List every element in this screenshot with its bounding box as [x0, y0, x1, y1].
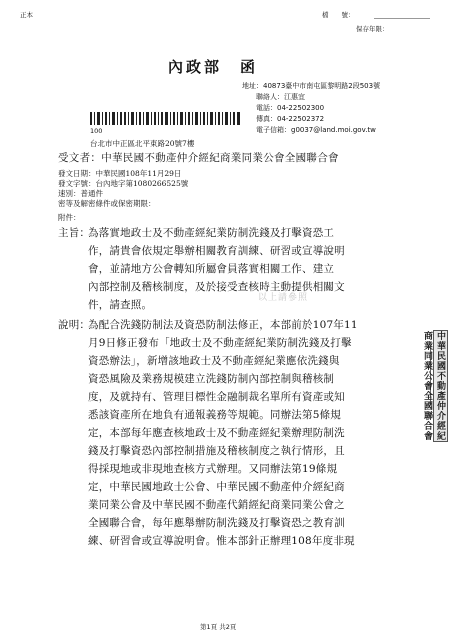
subject-line: 為落實地政士及不動產經紀業防制洗錢及打擊資恐工: [88, 227, 335, 239]
explanation-line: 定，中華民國地政士公會、中華民國不動產仲介經紀商: [88, 481, 345, 493]
barcode: [90, 112, 240, 125]
explanation-line: 全國聯合會，每年應舉辦防制洗錢及打擊資恐之教育訓: [88, 517, 345, 529]
meta-speed: 速別：普通件: [58, 189, 103, 198]
subject-body: [88, 224, 418, 314]
contact-block: [242, 81, 380, 136]
meta-number: 發文字號：台內地字第1080266525號: [58, 179, 189, 188]
contact-fax: 傳真：04-22502372: [256, 115, 325, 123]
page-title: 內政部 函: [168, 58, 259, 76]
explanation-line: 月9日修正發布「地政士及不動產經紀業防制洗錢及打擊: [88, 337, 352, 349]
explanation-line: 悉該資產所在地負有通報義務等規範。同辦法第5條規: [88, 409, 341, 421]
meta-secrecy: 密等及解密條件或保密期限：: [58, 199, 156, 208]
explanation-label: 說明：: [58, 319, 91, 331]
explanation-line: 練、研習會或宣導說明會。惟本部針正辦理108年度非現: [88, 535, 355, 547]
contact-phone: 電話：04-22502300: [256, 104, 325, 112]
explanation-body: [88, 316, 420, 550]
recipient-address: 台北市中正區北平東路20號7樓: [90, 139, 195, 148]
subject-line: 作，請貴會依規定舉辦相關教育訓練、研習或宣導說明: [88, 245, 345, 257]
contact-address: 地址：40873臺中市南屯區黎明路2段503號: [242, 82, 381, 90]
barcode-number: 100: [90, 127, 103, 135]
recipient: 受文者：中華民國不動產仲介經紀商業同業公會全國聯合會: [58, 152, 339, 164]
page-footer: 第1頁 共2頁: [200, 623, 237, 631]
explanation-line: 定，本部每年應查核地政士及不動產經紀業辦理防制洗: [88, 427, 345, 439]
explanation-line: 得採現地或非現地查核方式辦理。又同辦法第19條規: [88, 463, 338, 475]
subject-line: 件，請查照。: [88, 299, 153, 311]
meta-block: [58, 169, 188, 209]
explanation-line: 資恐風險及業務規模建立洗錢防制內部控制與稽核制: [88, 373, 335, 385]
meta-date: 發文日期：中華民國108年11月29日: [58, 169, 182, 178]
side-stamp: 中華民國不動產仲介經紀商業同業公會全國聯合會: [433, 330, 448, 442]
explanation-line: 為配合洗錢防制法及資恐防制法修正，本部前於107年11: [88, 319, 358, 331]
watermark: 以上請參照: [258, 293, 309, 303]
file-number-label: 檔 號：: [322, 11, 355, 19]
explanation-line: 度，及就持有、管理目標性金融制裁名單所有資產或知: [88, 391, 345, 403]
contact-person: 聯絡人：江惠宜: [256, 93, 305, 101]
retention-label: 保存年限：: [356, 25, 389, 33]
explanation-line: 資恐辦法」，新增該地政士及不動產經紀業應依洗錢與: [88, 355, 340, 367]
file-number-underline: [374, 10, 430, 21]
meta-attachment: 附件：: [58, 213, 81, 222]
explanation-line: 業同業公會及中華民國不動產代銷經紀商業同業公會之: [88, 499, 345, 511]
explanation-line: 錢及打擊資恐內部控制措施及稽核制度之執行情形，且: [88, 445, 345, 457]
original-mark: 正本: [20, 11, 33, 19]
subject-line: 內部控制及稽核制度，及於接受查核時主動提供相關文: [88, 281, 345, 293]
contact-email: 電子信箱：g0037@land.moi.gov.tw: [256, 126, 376, 134]
subject-line: 會，並請地方公會轉知所屬會員落實相關工作、建立: [88, 263, 335, 275]
subject-label: 主旨：: [58, 227, 91, 239]
